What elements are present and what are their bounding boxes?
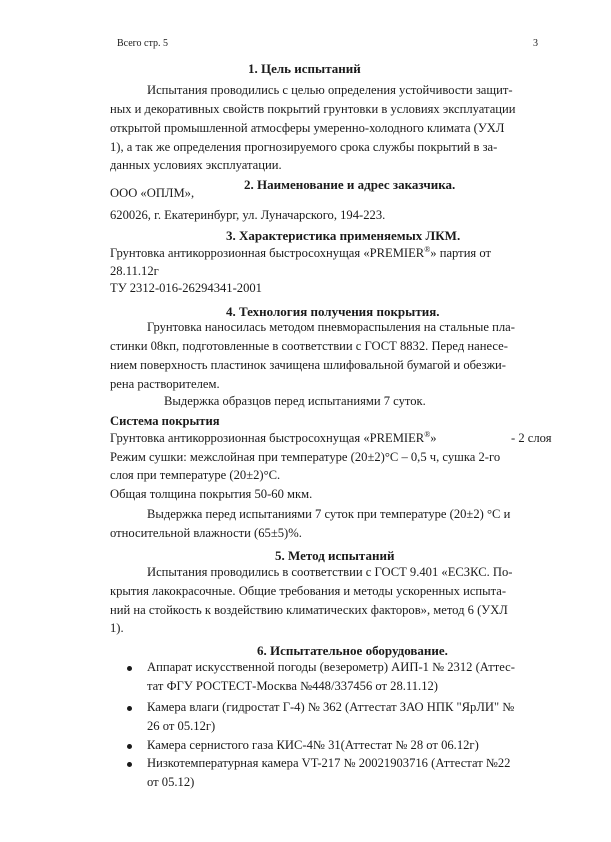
total-thickness: Общая толщина покрытия 50-60 мкм. [110,487,313,501]
system-layers: - 2 слоя [511,431,552,445]
s4-line-2: стинки 08кп, подготовленные в соответствии с ГОСТ 8832. Перед нанесе- [110,339,508,353]
bullet-icon [127,666,132,671]
customer-name: ООО «ОПЛМ», [110,186,195,200]
bullet-icon [127,744,132,749]
bullet-icon [127,706,132,711]
equipment-line-2: от 05.12) [147,775,195,789]
section-2-title: 2. Наименование и адрес заказчика. [244,177,456,192]
s4-line-3: нием поверхность пластинок зачищена шлифовальной бумагой и обезжи- [110,358,506,372]
s5-line-1: Испытания проводились в соответствии с ГОСТ 9.401 «ЕСЗКС. По- [147,565,513,579]
system-holding-2: относительной влажности (65±5)%. [110,526,302,540]
batch-date: 28.11.12г [110,264,159,278]
equipment-line-1: Камера влаги (гидростат Г-4) № 362 (Аттестат ЗАО НПК "ЯрЛИ" № [147,700,515,714]
page-count: Всего стр. 5 [117,38,168,49]
s5-line-2: крытия лакокрасочные. Общие требования и методы ускоренных испыта- [110,584,507,598]
drying-mode-1: Режим сушки: межслойная при температуре (20±2)°С – 0,5 ч, сушка 2-го [110,450,501,464]
equipment-line-2: тат ФГУ РОСТЕСТ-Москва №448/337456 от 28.11.12) [147,679,438,693]
s5-line-3: ний на стойкость к воздействию климатических факторов», метод 6 (УХЛ [110,603,508,617]
s4-holding: Выдержка образцов перед испытаниями 7 суток. [164,394,426,408]
drying-mode-2: слоя при температуре (20±2)°С. [110,468,281,482]
equipment-line-1: Низкотемпературная камера VT-217 № 20021903716 (Аттестат №22 [147,756,511,770]
spec-number: ТУ 2312-016-26294341-2001 [110,281,262,295]
s1-line-1: Испытания проводились с целью определения устойчивости защит- [147,83,513,97]
system-primer: Грунтовка антикоррозионная быстросохнущая «PREMIER®» [110,429,437,445]
equipment-line-1: Аппарат искусственной погоды (везерометр) АИП-1 № 2312 (Аттес- [147,660,515,674]
system-holding-1: Выдержка перед испытаниями 7 суток при температуре (20±2) °С и [147,507,511,521]
customer-address: 620026, г. Екатеринбург, ул. Луначарского, 194-223. [110,208,386,222]
s4-line-1: Грунтовка наносилась методом пневмораспыления на стальные пла- [147,320,515,334]
s4-line-4: рена растворителем. [110,377,220,391]
section-3-title: 3. Характеристика применяемых ЛКМ. [226,228,461,243]
material-name: Грунтовка антикоррозионная быстросохнущая «PREMIER®» партия от [110,244,492,260]
s1-line-5: данных условиях эксплуатации. [110,158,282,172]
system-title: Система покрытия [110,414,220,428]
section-1-title: 1. Цель испытаний [248,61,361,76]
equipment-line-2: 26 от 05.12г) [147,719,216,733]
s1-line-2: ных и декоративных свойств покрытий грунтовки в условиях эксплуатации [110,102,516,116]
section-4-title: 4. Технология получения покрытия. [226,304,440,319]
s1-line-4: 1), а так же определения прогнозируемого срока службы покрытий в за- [110,140,498,154]
equipment-line-1: Камера сернистого газа КИС-4№ 31(Аттестат № 28 от 06.12г) [147,738,479,752]
section-5-title: 5. Метод испытаний [275,548,395,563]
s5-line-4: 1). [110,621,124,635]
s1-line-3: открытой промышленной атмосферы умеренно-холодного климата (УХЛ [110,121,505,135]
section-6-title: 6. Испытательное оборудование. [257,643,448,658]
bullet-icon [127,762,132,767]
page-number: 3 [533,38,538,49]
